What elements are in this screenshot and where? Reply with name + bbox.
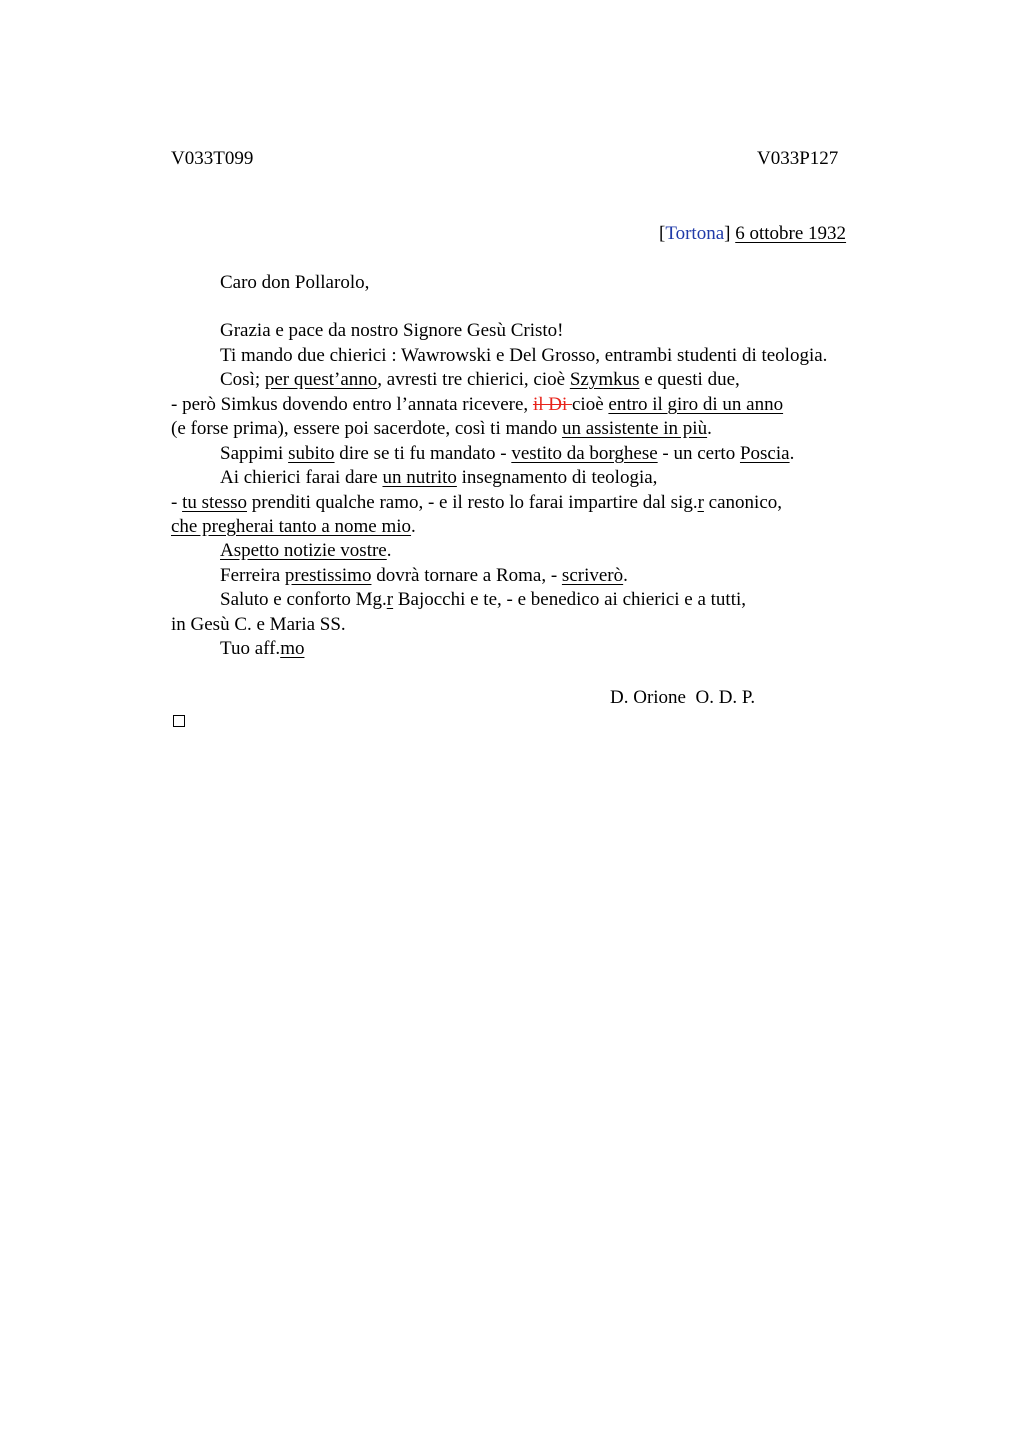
text-segment: Tuo aff. [220,638,281,659]
place-name: Tortona [665,223,725,244]
body-line-6 [220,444,794,463]
body-line-2: Ti mando due chierici : Wawrowski e Del Grosso, entrambi studenti di teologia. [220,345,828,366]
body-line-3 [220,370,740,389]
text-segment: . [707,418,712,439]
text-segment: Ai chierici farai dare [220,467,383,488]
body-line-5 [171,419,712,438]
salutation: Caro don Pollarolo, [220,272,370,293]
document-code-left: V033T099 [171,148,254,169]
text-segment: , avresti tre chierici, cioè [377,369,570,390]
deleted-segment: il Di [532,394,572,415]
body-line-7 [220,468,657,487]
body-line-12 [220,590,746,609]
bracket-close: ] [724,223,731,244]
underlined-segment: entro il giro di un anno [608,394,784,415]
letter-date: 6 ottobre 1932 [735,223,847,244]
underlined-segment: r [697,492,704,513]
underlined-segment: prestissimo [284,565,372,586]
underlined-segment: Aspetto notizie vostre [220,540,387,561]
text-segment: insegnamento di teologia, [456,467,658,488]
text-segment: - un certo [657,443,740,464]
underlined-segment: scriverò [561,565,624,586]
dateline [659,224,846,243]
underlined-segment: subito [288,443,335,464]
body-line-1: Grazia e pace da nostro Signore Gesù Cristo! [220,320,564,341]
body-line-11 [220,566,628,585]
text-segment: Così; [220,369,265,390]
underlined-segment: tu stesso [182,492,248,513]
bracket-open: [ [659,223,666,244]
text-segment: - però Simkus dovendo entro l’annata ricevere, [171,394,533,415]
signature: D. Orione O. D. P. [610,687,756,708]
text-segment: . [623,565,628,586]
text-segment: Bajocchi e te, - e benedico ai chierici e a tutti, [393,589,747,610]
body-line-9 [171,517,416,536]
underlined-segment: Poscia [739,443,790,464]
square-outline-icon [173,712,185,731]
underlined-segment: r [386,589,394,610]
text-segment: (e forse prima), essere poi sacerdote, così ti mando [171,418,562,439]
text-segment: Sappimi [220,443,289,464]
text-segment: dovrà tornare a Roma, - [371,565,562,586]
text-segment: prenditi qualche ramo, - e il resto lo farai impartire dal sig. [247,492,698,513]
text-segment: . [386,540,392,561]
text-segment: e questi due, [639,369,740,390]
underlined-segment: mo [280,638,305,659]
underlined-segment: per quest’anno [264,369,378,390]
text-segment: . [789,443,795,464]
underlined-segment: Szymkus [569,369,640,390]
text-segment: . [411,516,416,537]
underlined-segment: che pregherai tanto a nome mio [171,516,412,537]
underlined-segment: vestito da borghese [511,443,658,464]
document-code-right: V033P127 [757,148,839,169]
text-segment: Ferreira [220,565,285,586]
text-segment: - [171,492,183,513]
text-segment: cioè [572,394,609,415]
text-segment: dire se ti fu mandato - [334,443,512,464]
body-line-13: in Gesù C. e Maria SS. [171,614,346,635]
underlined-segment: un assistente in più [561,418,708,439]
body-line-4 [171,395,783,414]
underlined-segment: un nutrito [382,467,457,488]
text-segment: canonico, [703,492,782,513]
body-line-10 [220,541,392,560]
closing-line [220,639,304,658]
body-line-8 [171,493,782,512]
text-segment: Saluto e conforto Mg. [220,589,387,610]
